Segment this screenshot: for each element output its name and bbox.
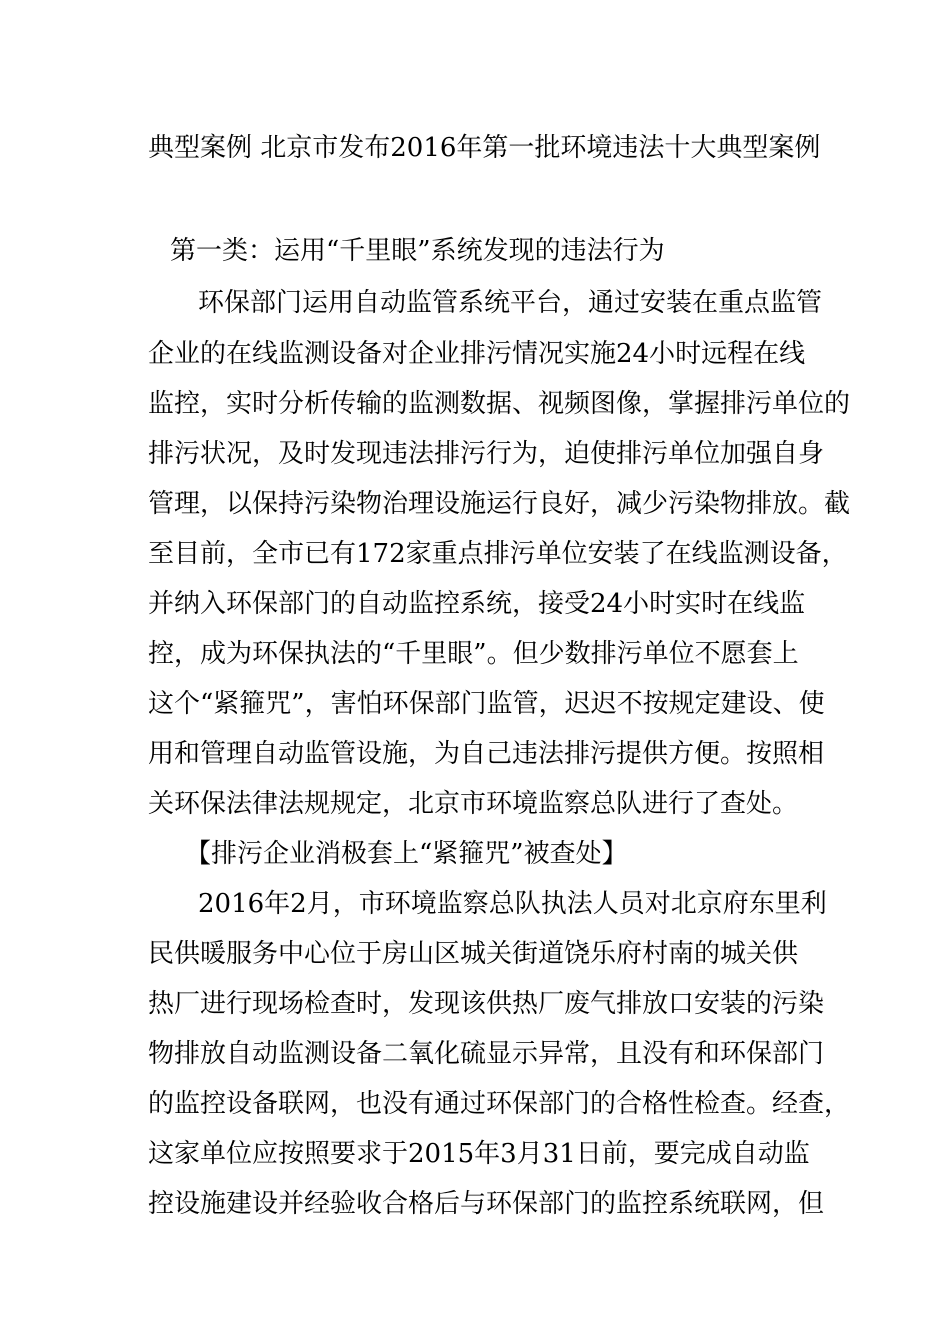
case-heading: 【排污企业消极套上“紧箍咒”被查处】 bbox=[185, 839, 628, 869]
paragraph-line: 环保部门运用自动监管系统平台，通过安装在重点监管 bbox=[198, 288, 823, 318]
paragraph-line: 的监控设备联网，也没有通过环保部门的合格性检查。经查， bbox=[148, 1089, 851, 1119]
paragraph-line: 这个“紧箍咒”，害怕环保部门监管，迟迟不按规定建设、使 bbox=[148, 689, 825, 719]
paragraph-line: 2016年2月，市环境监察总队执法人员对北京府东里利 bbox=[198, 889, 827, 919]
paragraph-line: 控，成为环保执法的“千里眼”。但少数排污单位不愿套上 bbox=[148, 639, 799, 669]
paragraph-line: 民供暖服务中心位于房山区城关街道饶乐府村南的城关供 bbox=[148, 939, 799, 969]
paragraph-line: 控设施建设并经验收合格后与环保部门的监控系统联网，但 bbox=[148, 1189, 825, 1219]
paragraph-line: 物排放自动监测设备二氧化硫显示异常，且没有和环保部门 bbox=[148, 1039, 825, 1069]
paragraph-line: 热厂进行现场检查时，发现该供热厂废气排放口安装的污染 bbox=[148, 989, 825, 1019]
section-heading: 第一类：运用“千里眼”系统发现的违法行为 bbox=[170, 236, 665, 266]
paragraph-line: 管理，以保持污染物治理设施运行良好，减少污染物排放。截 bbox=[148, 489, 851, 519]
document-title: 典型案例 北京市发布2016年第一批环境违法十大典型案例 bbox=[148, 133, 821, 163]
paragraph-line: 用和管理自动监管设施，为自己违法排污提供方便。按照相 bbox=[148, 739, 825, 769]
paragraph-line: 至目前，全市已有172家重点排污单位安装了在线监测设备， bbox=[148, 539, 848, 569]
paragraph-line: 企业的在线监测设备对企业排污情况实施24小时远程在线 bbox=[148, 339, 806, 369]
paragraph-line: 监控，实时分析传输的监测数据、视频图像，掌握排污单位的 bbox=[148, 389, 851, 419]
paragraph-line: 排污状况，及时发现违法排污行为，迫使排污单位加强自身 bbox=[148, 439, 825, 469]
paragraph-line: 关环保法律法规规定，北京市环境监察总队进行了查处。 bbox=[148, 789, 799, 819]
paragraph-line: 这家单位应按照要求于2015年3月31日前，要完成自动监 bbox=[148, 1139, 810, 1169]
paragraph-line: 并纳入环保部门的自动监控系统，接受24小时实时在线监 bbox=[148, 589, 806, 619]
